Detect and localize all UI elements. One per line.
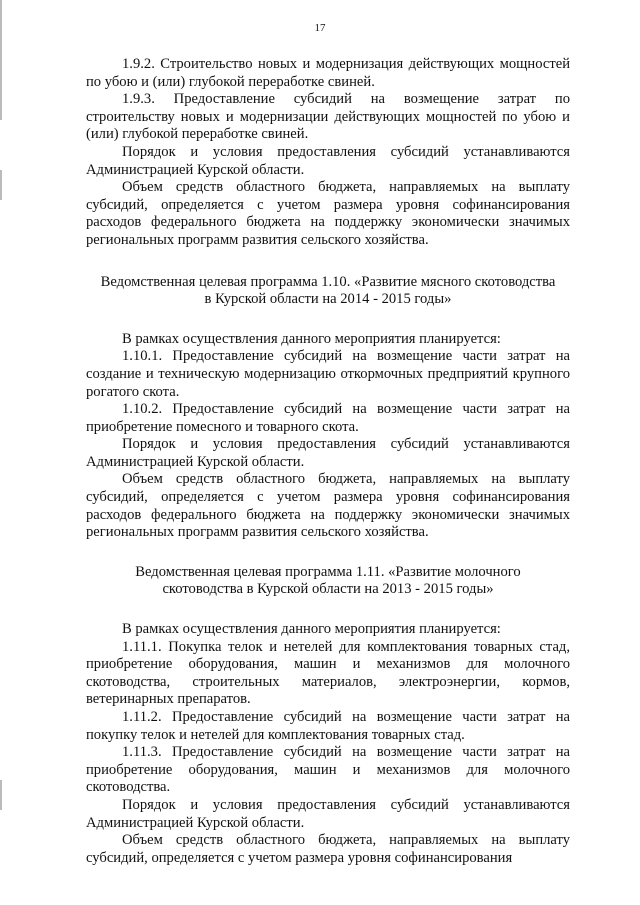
section-heading: Ведомственная целевая программа 1.11. «Развитие молочного скотоводства в Курской области на 2013 - 2015 годы»	[135, 563, 521, 598]
scan-edge-mark	[0, 170, 2, 200]
section-heading: Ведомственная целевая программа 1.10. «Развитие мясного скотоводства в Курской области на 2014 - 2015 годы»	[100, 273, 556, 308]
scan-edge-mark	[0, 780, 2, 810]
paragraph: 1.10.2. Предоставление субсидий на возмещение части затрат на приобретение помесного и товарного скота.	[86, 401, 570, 435]
paragraph: Объем средств областного бюджета, направляемых на выплату субсидий, определяется с учетом размера уровня софинансирования	[86, 832, 570, 866]
paragraph: Порядок и условия предоставления субсидий устанавливаются Администрацией Курской области.	[86, 143, 570, 178]
paragraph: Порядок и условия предоставления субсидий устанавливаются Администрацией Курской области.	[86, 436, 570, 470]
document-body	[86, 56, 570, 867]
paragraph: 1.9.2. Строительство новых и модернизация действующих мощностей по убою и (или) глубокой переработке свиней.	[86, 56, 570, 90]
paragraph: 1.10.1. Предоставление субсидий на возмещение части затрат на создание и техническую модернизацию откормочных предприятий крупного рогатого скота.	[86, 348, 570, 400]
paragraph: В рамках осуществления данного мероприятия планируется:	[122, 621, 501, 638]
page-number: 17	[314, 22, 326, 34]
paragraph: 1.11.1. Покупка телок и нетелей для комплектования товарных стад, приобретение оборудования, машин и механизмов для молочного скотоводства, строительных материалов, электроэнергии, кормов, ветеринарных препаратов.	[86, 638, 570, 708]
paragraph: 1.9.3. Предоставление субсидий на возмещение затрат по строительству новых и модернизации действующих мощностей по убою и (или) глубокой переработке свиней.	[86, 91, 570, 143]
paragraph: 1.11.2. Предоставление субсидий на возмещение части затрат на покупку телок и нетелей для комплектования товарных стад.	[86, 709, 570, 743]
scan-edge-mark	[0, 0, 2, 120]
paragraph: 1.11.3. Предоставление субсидий на возмещение части затрат на приобретение оборудования, машин и механизмов для молочного скотоводства.	[86, 744, 570, 796]
paragraph: В рамках осуществления данного мероприятия планируется:	[122, 330, 501, 347]
paragraph: Объем средств областного бюджета, направляемых на выплату субсидий, определяется с учетом размера уровня софинансирования расходов федерального бюджета на поддержку экономически значимых региональных программ развития сельского хозяйства.	[86, 179, 570, 248]
paragraph: Объем средств областного бюджета, направляемых на выплату субсидий, определяется с учетом размера уровня софинансирования расходов федерального бюджета на поддержку экономически значимых региональных программ развития сельского хозяйства.	[86, 471, 570, 541]
paragraph: Порядок и условия предоставления субсидий устанавливаются Администрацией Курской области.	[86, 796, 570, 831]
